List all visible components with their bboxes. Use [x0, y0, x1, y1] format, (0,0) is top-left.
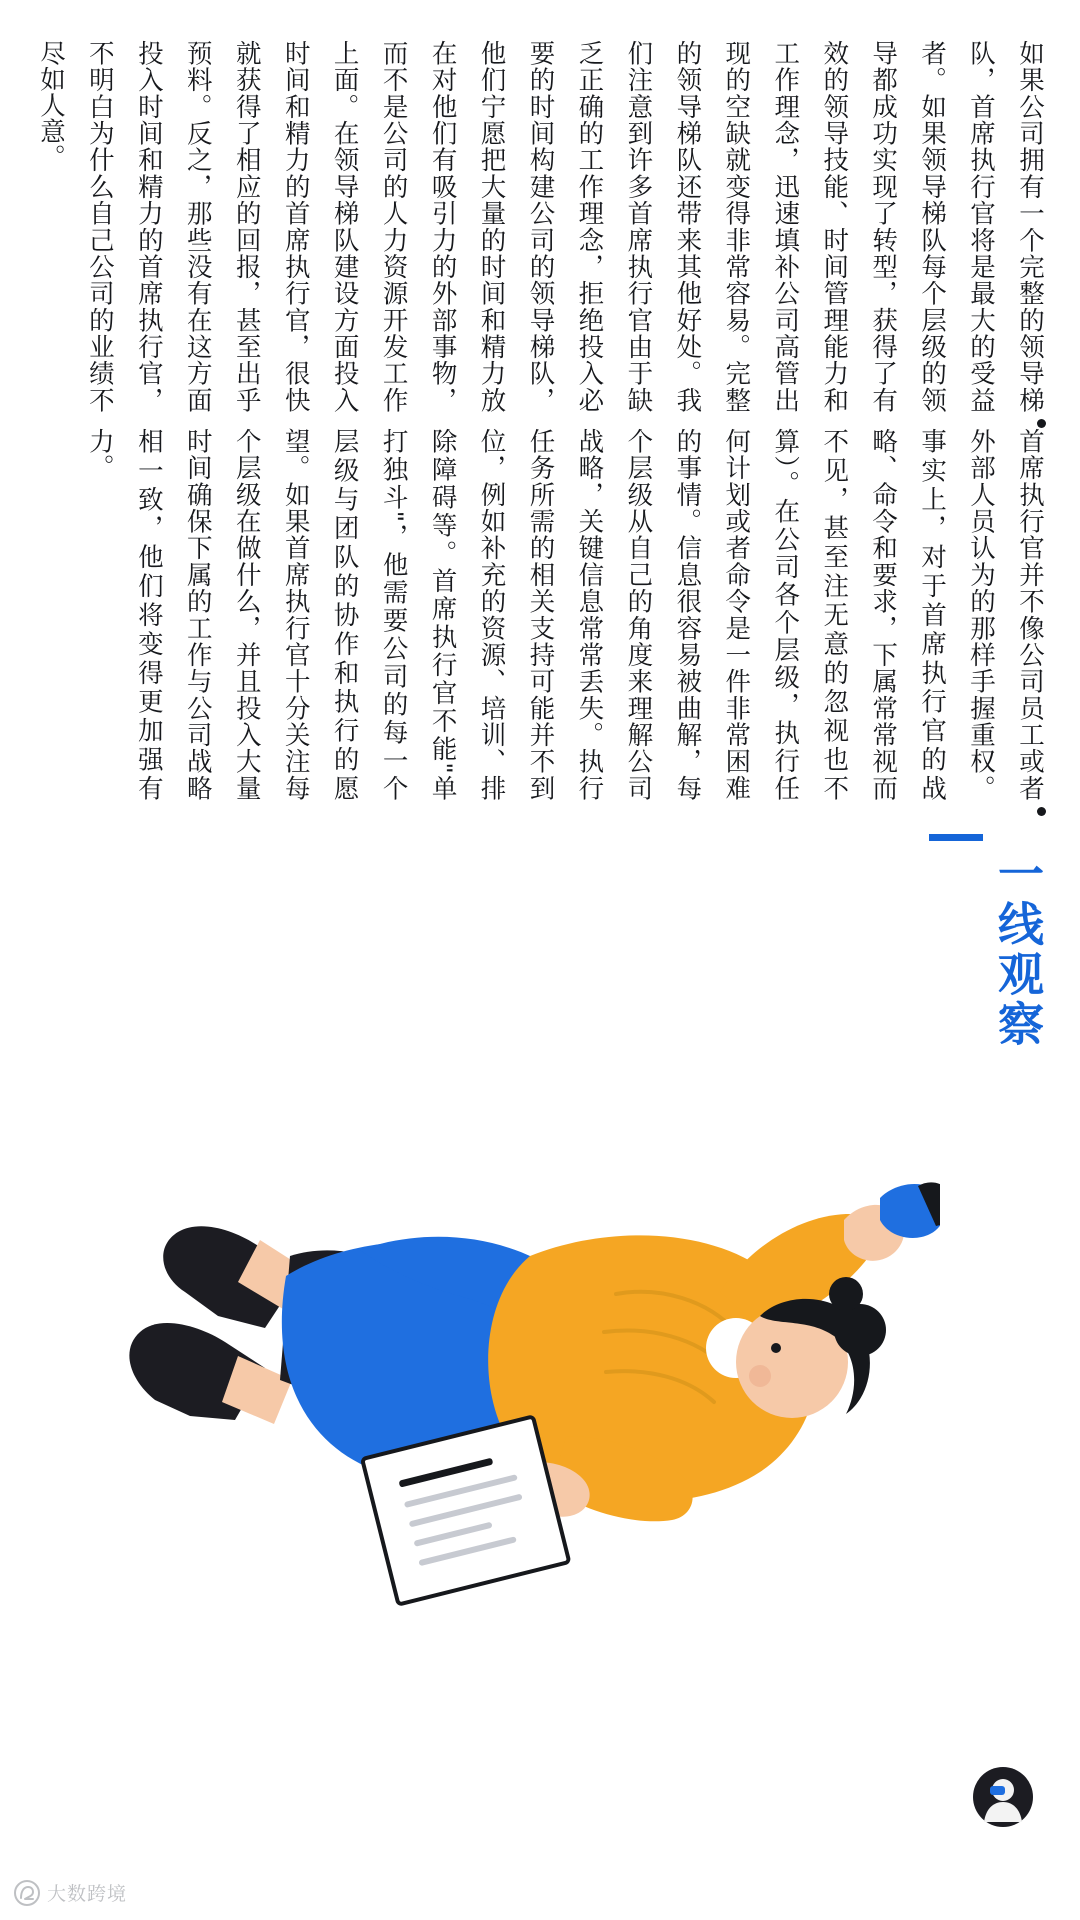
person-holding-clipboard-illustration	[60, 1080, 940, 1640]
article-body	[26, 40, 1054, 1050]
title-underline	[929, 834, 983, 841]
page-title: 一线观察	[992, 850, 1044, 1050]
bullet-dot-icon	[1037, 419, 1046, 428]
bullet-dot-icon	[1037, 807, 1046, 816]
title-block	[923, 816, 1054, 1050]
paragraph-text-2: 如果公司拥有一个完整的领导梯队，首席执行官将是最大的受益者。如果领导梯队每个层级的领导都成功实现了转型，获得了有效的领导技能、时间管理能力和工作理念，迅速填补公司高管出现的空缺就变得非常容易。完整的领导梯队还带来其他好处。我们注意到许多首席执行官由于缺乏正确的工作理念，拒绝投入必要的时间构建公司的领导梯队，他们宁愿把大量的时间和精力放在对他们有吸引力的外部事物，而不是公司的人力资源开发工作上面。在领导梯队建设方面投入时间和精力的首席执行官，很快就获得了相应的回报，甚至出乎预料。反之，那些没有在这方面投入时间和精力的首席执行官，不明白为什么自己公司的业绩不尽如人意。	[36, 40, 1044, 413]
watermark	[14, 1879, 127, 1906]
bullet-1	[1028, 801, 1054, 816]
brand-logo-icon	[14, 1880, 40, 1906]
paragraph-block-2	[26, 40, 1054, 428]
reader-avatar[interactable]	[972, 1766, 1034, 1828]
bullet-2	[1028, 413, 1054, 428]
watermark-text: 大数跨境	[47, 1884, 128, 1905]
paragraph-block-1	[75, 428, 1054, 816]
paragraph-text-1: 首席执行官并不像公司员工或者外部人员认为的那样手握重权。事实上，对于首席执行官的战略、命令和要求，下属常常视而不见，甚至注无意的忽视也不算）。在公司各个层级，执行任何计划或者命令是一件非常困难的事情。信息很容易被曲解，每个层级从自己的角度来理解公司战略，关键信息常常丢失。执行任务所需的相关支持可能并不到位，例如补充的资源、培训、排除障碍等。首席执行官不能"单打独斗"，他需要公司的每一个层级与团队的协作和执行的愿望。如果首席执行官十分关注每个层级在做什么，并且投入大量时间确保下属的工作与公司战略相一致，他们将变得更加强有力。	[85, 428, 1044, 801]
